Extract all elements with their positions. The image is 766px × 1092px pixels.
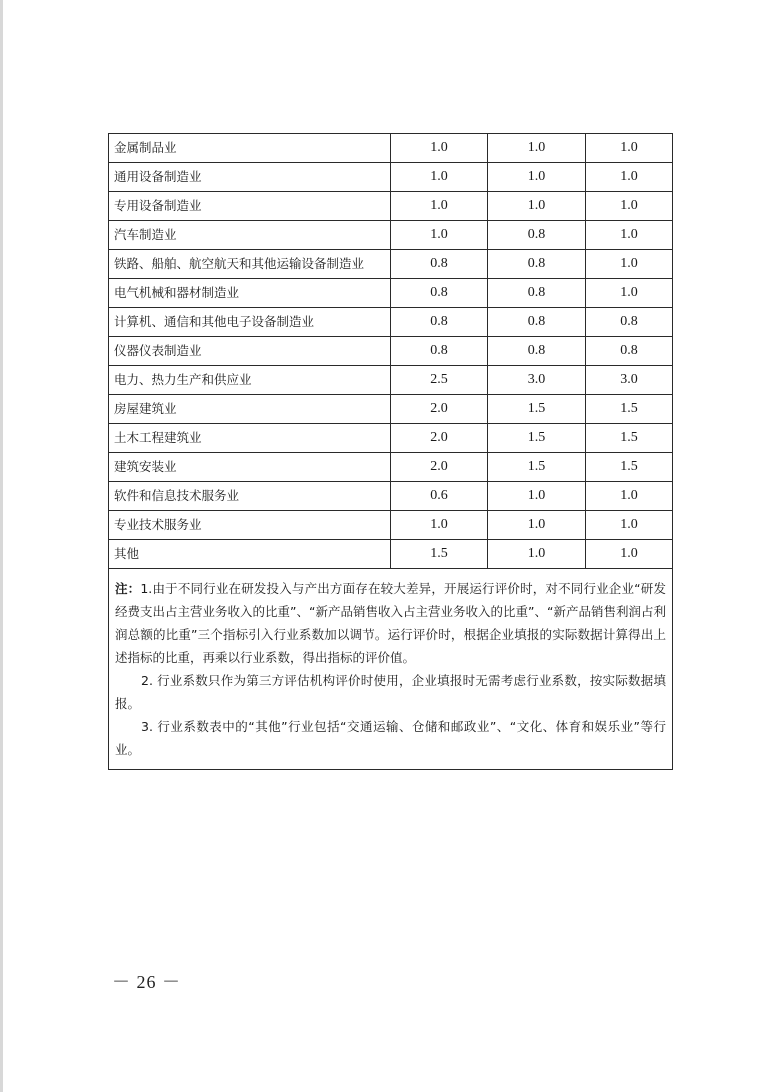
table-row — [109, 511, 673, 540]
coefficient-cell-1: 1.5 — [391, 540, 488, 569]
coefficient-cell-2: 1.5 — [488, 424, 586, 453]
table-row — [109, 163, 673, 192]
coefficient-cell-2: 3.0 — [488, 366, 586, 395]
table-row — [109, 221, 673, 250]
note-3: 3. 行业系数表中的“其他”行业包括“交通运输、仓储和邮政业”、“文化、体育和娱乐业”等行业。 — [115, 719, 666, 757]
industry-name-cell: 土木工程建筑业 — [109, 424, 391, 453]
industry-coefficient-table — [108, 133, 673, 770]
industry-name-cell: 通用设备制造业 — [109, 163, 391, 192]
coefficient-cell-3: 1.0 — [586, 511, 673, 540]
coefficient-cell-2: 1.0 — [488, 192, 586, 221]
coefficient-cell-2: 0.8 — [488, 308, 586, 337]
coefficient-cell-1: 2.5 — [391, 366, 488, 395]
coefficient-cell-2: 0.8 — [488, 337, 586, 366]
coefficient-cell-2: 1.0 — [488, 511, 586, 540]
table-row — [109, 482, 673, 511]
coefficient-cell-2: 0.8 — [488, 279, 586, 308]
industry-name-cell: 专用设备制造业 — [109, 192, 391, 221]
coefficient-cell-2: 0.8 — [488, 221, 586, 250]
industry-name-cell: 金属制品业 — [109, 134, 391, 163]
coefficient-cell-1: 1.0 — [391, 163, 488, 192]
notes-cell — [109, 569, 673, 770]
coefficient-cell-1: 1.0 — [391, 192, 488, 221]
coefficient-cell-3: 1.0 — [586, 540, 673, 569]
table-row — [109, 540, 673, 569]
note-2: 2. 行业系数只作为第三方评估机构评价时使用，企业填报时无需考虑行业系数，按实际数据填报。 — [115, 673, 666, 711]
coefficient-cell-1: 2.0 — [391, 424, 488, 453]
industry-name-cell: 仪器仪表制造业 — [109, 337, 391, 366]
industry-name-cell: 软件和信息技术服务业 — [109, 482, 391, 511]
industry-name-cell: 电力、热力生产和供应业 — [109, 366, 391, 395]
coefficient-cell-2: 1.5 — [488, 395, 586, 424]
coefficient-cell-1: 2.0 — [391, 395, 488, 424]
coefficient-cell-1: 0.8 — [391, 337, 488, 366]
coefficient-cell-1: 0.6 — [391, 482, 488, 511]
table-row — [109, 424, 673, 453]
industry-name-cell: 专业技术服务业 — [109, 511, 391, 540]
coefficient-cell-1: 0.8 — [391, 250, 488, 279]
coefficient-cell-1: 1.0 — [391, 511, 488, 540]
coefficient-cell-2: 1.0 — [488, 540, 586, 569]
coefficient-cell-3: 1.0 — [586, 192, 673, 221]
industry-name-cell: 房屋建筑业 — [109, 395, 391, 424]
coefficient-cell-1: 0.8 — [391, 308, 488, 337]
industry-name-cell: 计算机、通信和其他电子设备制造业 — [109, 308, 391, 337]
coefficient-cell-1: 1.0 — [391, 221, 488, 250]
coefficient-cell-2: 1.0 — [488, 163, 586, 192]
coefficient-cell-3: 1.0 — [586, 279, 673, 308]
coefficient-cell-2: 0.8 — [488, 250, 586, 279]
notes-row — [109, 569, 673, 770]
table-row — [109, 134, 673, 163]
coefficient-cell-2: 1.0 — [488, 482, 586, 511]
coefficient-cell-3: 1.0 — [586, 134, 673, 163]
industry-name-cell: 其他 — [109, 540, 391, 569]
industry-name-cell: 汽车制造业 — [109, 221, 391, 250]
coefficient-cell-3: 1.0 — [586, 163, 673, 192]
coefficient-cell-3: 1.5 — [586, 424, 673, 453]
table-body — [109, 134, 673, 569]
industry-name-cell: 电气机械和器材制造业 — [109, 279, 391, 308]
coefficient-cell-1: 0.8 — [391, 279, 488, 308]
industry-name-cell: 建筑安装业 — [109, 453, 391, 482]
table-row — [109, 395, 673, 424]
table-row — [109, 279, 673, 308]
coefficient-cell-3: 1.0 — [586, 250, 673, 279]
coefficient-cell-2: 1.5 — [488, 453, 586, 482]
coefficient-cell-2: 1.0 — [488, 134, 586, 163]
note-1-text: 1.由于不同行业在研发投入与产出方面存在较大差异，开展运行评价时，对不同行业企业“研发经费支出占主营业务收入的比重”、“新产品销售收入占主营业务收入的比重”、“新产品销售利润占利润总额的比重”三个指标引入行业系数加以调节。运行评价时，根据企业填报的实际数据计算得出上述指标的比重，再乘以行业系数，得出指标的评价值。 — [115, 581, 666, 665]
table-row — [109, 308, 673, 337]
coefficient-cell-3: 1.5 — [586, 453, 673, 482]
coefficient-cell-3: 3.0 — [586, 366, 673, 395]
note-label: 注： — [115, 581, 141, 596]
note-1 — [115, 577, 666, 669]
table-row — [109, 453, 673, 482]
table-row — [109, 337, 673, 366]
coefficient-cell-1: 2.0 — [391, 453, 488, 482]
page-number: － 26 － — [112, 972, 181, 992]
table-row — [109, 366, 673, 395]
coefficient-cell-3: 1.0 — [586, 482, 673, 511]
coefficient-cell-1: 1.0 — [391, 134, 488, 163]
coefficient-cell-3: 0.8 — [586, 337, 673, 366]
page-edge — [0, 0, 3, 1092]
coefficient-cell-3: 1.5 — [586, 395, 673, 424]
table-row — [109, 250, 673, 279]
coefficient-cell-3: 1.0 — [586, 221, 673, 250]
coefficient-cell-3: 0.8 — [586, 308, 673, 337]
table-row — [109, 192, 673, 221]
industry-name-cell: 铁路、船舶、航空航天和其他运输设备制造业 — [109, 250, 391, 279]
